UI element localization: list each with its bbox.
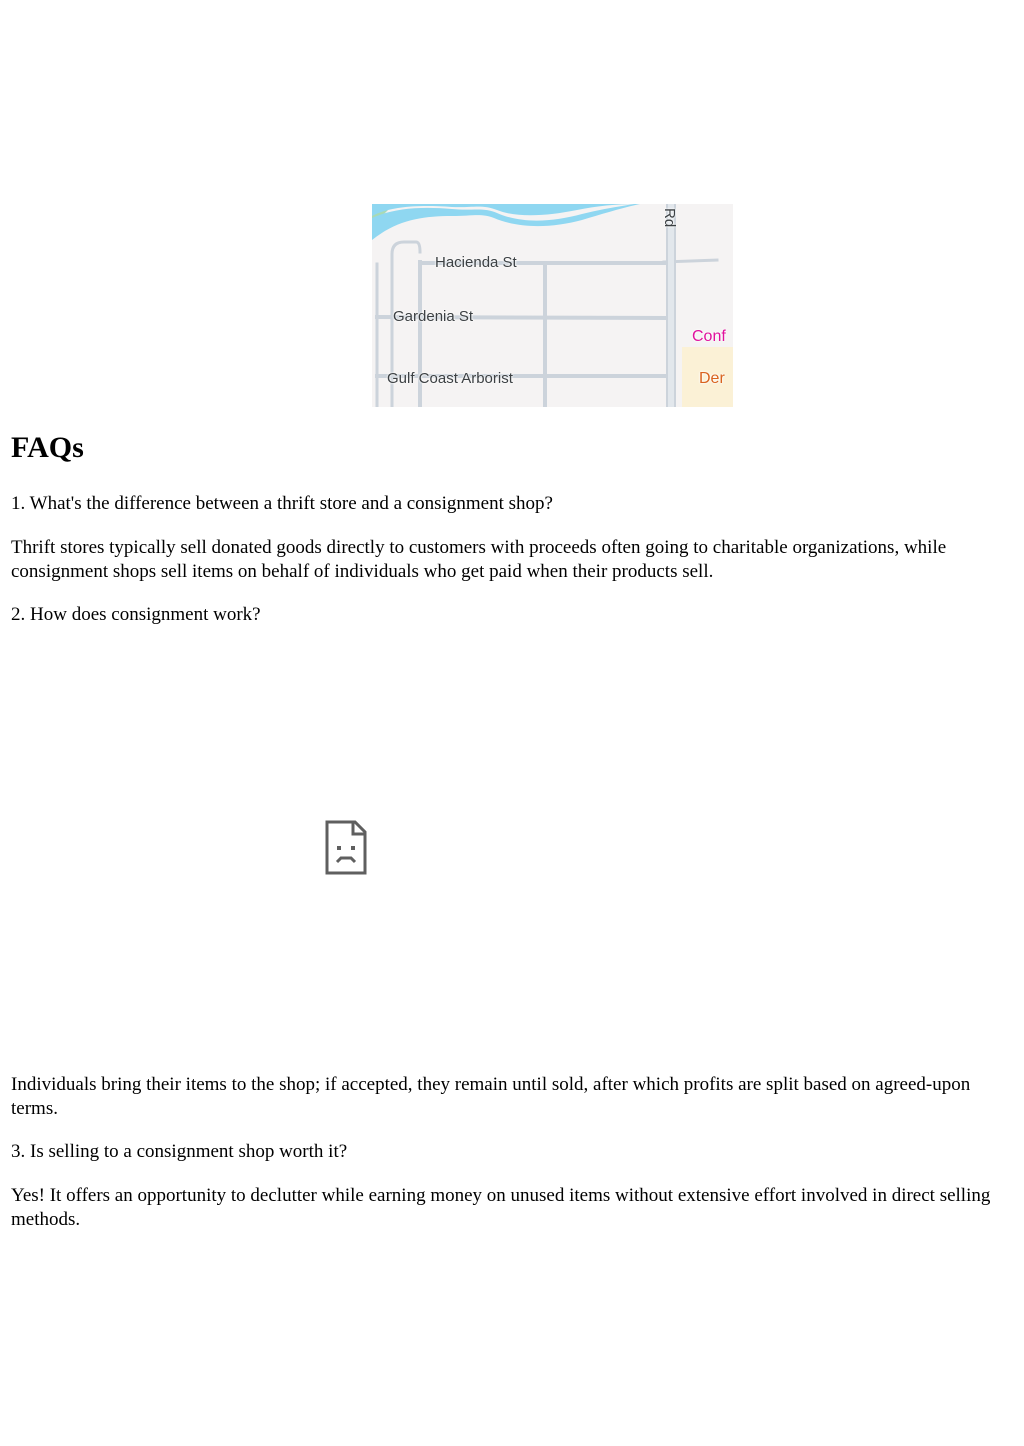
map-label-conf[interactable]: Conf — [692, 328, 726, 345]
faq-answer-3: Yes! It offers an opportunity to declutter while earning money on unused items without extensive effort involved in direct selling methods. — [11, 1185, 991, 1230]
map-label-der[interactable]: Der — [699, 370, 725, 387]
faq-question-3: 3. Is selling to a consignment shop worth it? — [11, 1141, 348, 1162]
map-image[interactable] — [372, 204, 733, 407]
map-label-gardenia: Gardenia St — [393, 308, 474, 325]
faq-question-1: 1. What's the difference between a thrift store and a consignment shop? — [11, 493, 553, 514]
map-label-hacienda: Hacienda St — [435, 254, 517, 271]
map-label-road: Rd — [661, 208, 678, 228]
faq-heading: FAQs — [11, 431, 84, 464]
map-label-arborist[interactable]: Gulf Coast Arborist — [387, 370, 513, 387]
faq-answer-1: Thrift stores typically sell donated goods directly to customers with proceeds often going to charitable organizations, while consignment shops sell items on behalf of individuals who get paid when their products sell. — [11, 537, 947, 582]
faq-answer-2: Individuals bring their items to the shop; if accepted, they remain until sold, after which profits are split based on agreed-upon terms. — [11, 1074, 971, 1119]
faq-question-2: 2. How does consignment work? — [11, 604, 261, 625]
broken-image-icon — [325, 820, 367, 875]
